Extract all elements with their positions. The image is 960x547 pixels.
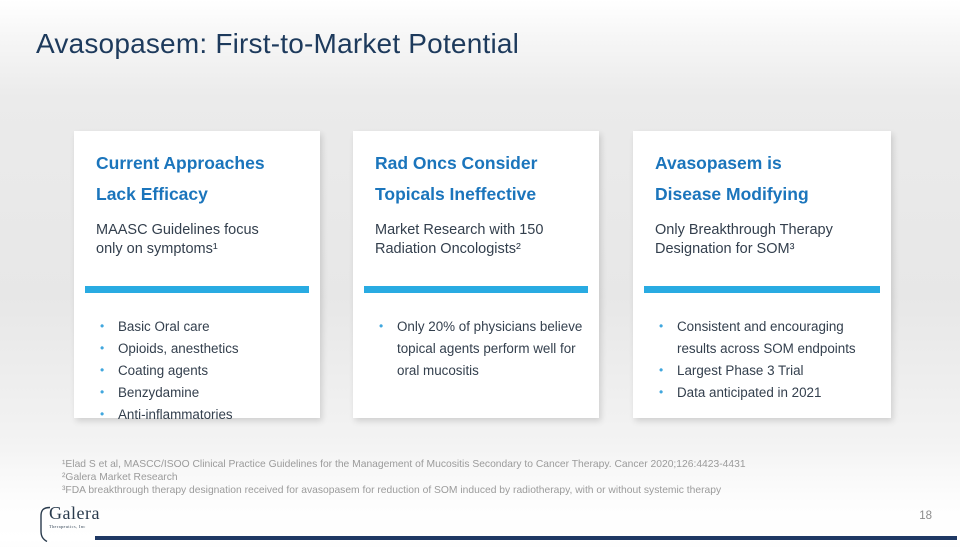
card-subtext: Only Breakthrough Therapy Designation for SOM³ xyxy=(655,222,833,258)
card-disease-modifying xyxy=(633,131,891,418)
bullet-list xyxy=(353,316,599,382)
card-heading xyxy=(655,148,877,210)
list-item xyxy=(74,338,320,360)
galera-logo xyxy=(36,504,100,547)
footnote: ²Galera Market Research xyxy=(62,472,178,484)
bullet-icon: • xyxy=(379,319,384,333)
card-heading-line: Current Approaches xyxy=(96,153,265,173)
bullet-label: Coating agents xyxy=(118,362,209,378)
footnotes xyxy=(62,458,920,498)
accent-divider xyxy=(364,286,588,293)
bullet-label: Basic Oral care xyxy=(118,319,210,334)
list-item xyxy=(74,404,320,426)
card-heading xyxy=(96,148,306,210)
bullet-list xyxy=(633,316,891,404)
bullet-label: Opioids, anesthetics xyxy=(118,340,239,356)
list-item xyxy=(74,360,320,382)
bullet-icon: • xyxy=(100,319,105,333)
bullet-icon: • xyxy=(100,362,105,377)
bullet-label: Only 20% of physicians believe topical agents perform well for oral mucositis xyxy=(397,319,583,378)
card-heading-line: Topicals Ineffective xyxy=(375,184,537,205)
card-heading-line: Disease Modifying xyxy=(655,184,809,205)
card-heading-line: Avasopasem is xyxy=(655,153,782,173)
page-number: 18 xyxy=(919,510,932,522)
bullet-icon: • xyxy=(659,319,664,333)
footnote: ³FDA breakthrough therapy designation received for avasopasem for reduction of SOM induced by radiotherapy, with or without systemic therapy xyxy=(62,485,722,497)
accent-divider xyxy=(85,286,309,293)
card-subtext: Market Research with 150 Radiation Oncologists² xyxy=(375,222,544,258)
card-subtext: MAASC Guidelines focus only on symptoms¹ xyxy=(96,222,259,258)
list-item xyxy=(353,316,599,382)
bullet-label: Largest Phase 3 Trial xyxy=(677,362,804,378)
list-item xyxy=(74,382,320,404)
bullet-icon: • xyxy=(659,362,664,377)
card-heading xyxy=(375,148,585,210)
card-rad-oncs xyxy=(353,131,599,418)
accent-divider xyxy=(644,286,880,293)
bullet-list xyxy=(74,316,320,426)
footnote: ¹Elad S et al, MASCC/ISOO Clinical Practice Guidelines for the Management of Mucositis Secondary to Cancer Therapy. Cancer 2020;126:4423-4431 xyxy=(62,459,746,470)
bullet-icon: • xyxy=(659,384,664,399)
bullet-icon: • xyxy=(100,384,105,399)
logo-text xyxy=(49,504,100,529)
list-item xyxy=(633,360,891,382)
bullet-label: Consistent and encouraging results across SOM endpoints xyxy=(677,319,856,356)
logo-tagline: Therapeutics, Inc xyxy=(49,524,86,530)
list-item xyxy=(633,382,891,404)
bullet-icon: • xyxy=(100,340,105,355)
slide-title: Avasopasem: First-to-Market Potential xyxy=(36,28,520,59)
bullet-label: Benzydamine xyxy=(118,384,200,400)
list-item xyxy=(74,316,320,338)
card-heading-line: Lack Efficacy xyxy=(96,184,208,205)
card-heading-line: Rad Oncs Consider xyxy=(375,153,538,173)
bullet-label: Anti-inflammatories xyxy=(118,406,233,422)
card-current-approaches xyxy=(74,131,320,422)
list-item xyxy=(633,316,891,360)
bullet-icon: • xyxy=(100,406,105,421)
footer-accent-bar xyxy=(95,536,957,540)
logo-name: Galera xyxy=(49,503,100,523)
bullet-label: Data anticipated in 2021 xyxy=(677,384,822,400)
